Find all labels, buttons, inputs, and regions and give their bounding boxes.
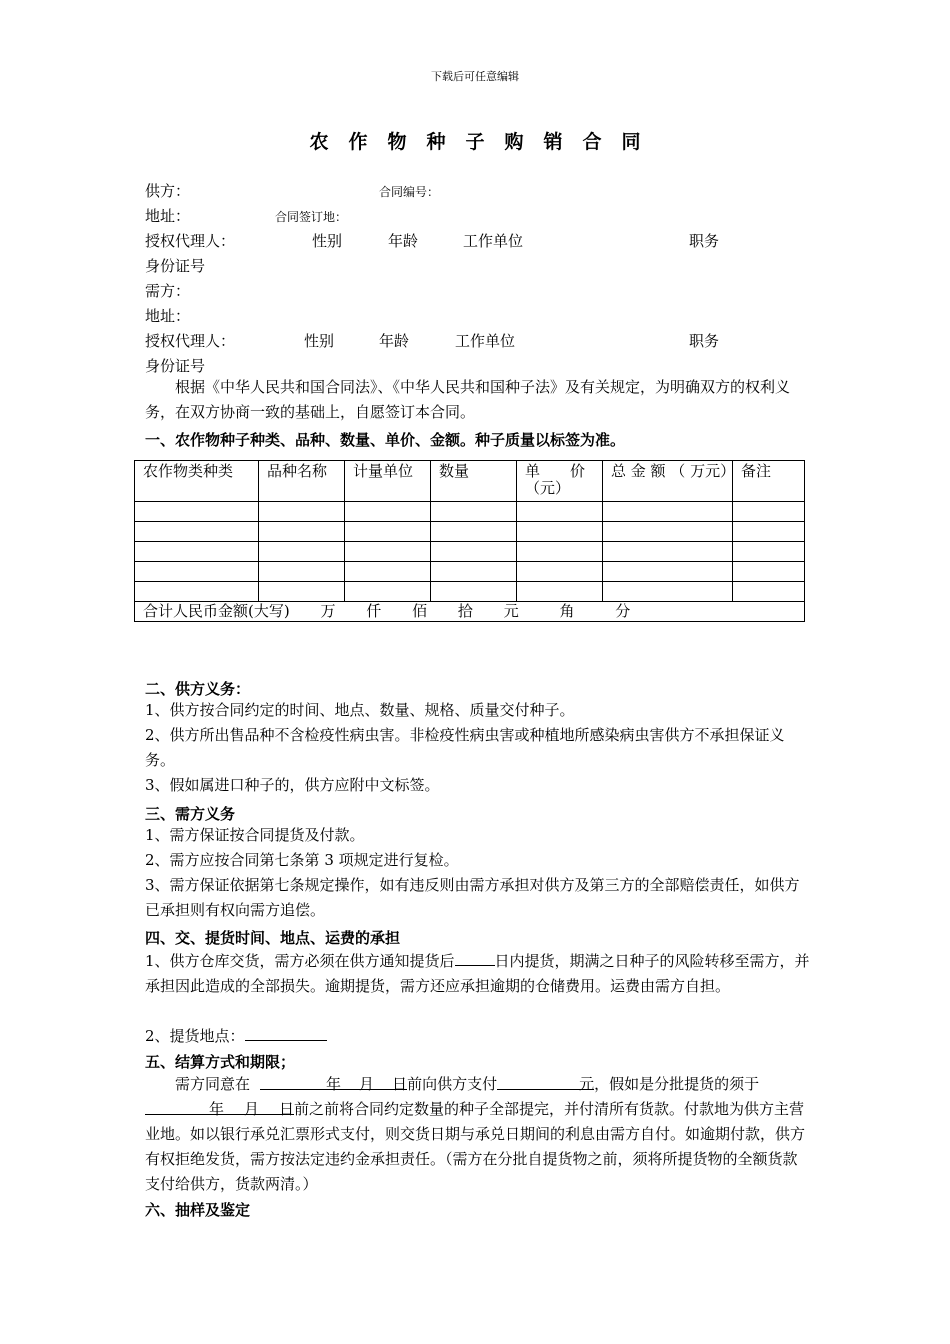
table-header-cell: 数量 [431,461,517,502]
table-cell[interactable] [431,582,517,602]
table-row [135,522,805,542]
section2-heading: 二、供方义务： [145,680,251,698]
section3-item-1: 1、需方保证按合同提货及付款。 [145,826,365,844]
table-cell[interactable] [603,502,733,522]
table-header-row [135,461,805,502]
payment-text-2: 前向供方支付 [407,1075,498,1093]
table-cell[interactable] [259,582,345,602]
table-cell[interactable] [259,542,345,562]
table-cell[interactable] [517,562,603,582]
table-cell[interactable] [733,522,805,542]
pickup-place-blank[interactable] [245,1023,327,1041]
section2-item-1: 1、供方按合同约定的时间、地点、数量、规格、质量交付种子。 [145,701,575,719]
total-unit: 分 [615,602,631,620]
buyer-agent-label: 授权代理人： [145,332,236,350]
buyer-position-label: 职务 [689,332,720,350]
month-label: 月 [244,1100,260,1118]
section5-paragraph [145,1072,811,1197]
section2-item-2: 2、供方所出售品种不含检疫性病虫害。非检疫性病虫害或种植地所感染病虫害供方不承担保证义务。 [145,726,785,769]
total-unit: 元 [503,602,519,620]
contract-number-label: 合同编号： [379,185,440,199]
table-cell[interactable] [259,562,345,582]
table-header-cell: 总 金 额 （ 万元） [603,461,733,502]
supplier-agent-label: 授权代理人： [145,232,236,250]
table-header-cell: 农作物类种类 [135,461,259,502]
total-unit: 佰 [412,602,428,620]
buyer-id-label: 身份证号 [145,357,206,375]
table-header-cell: 计量单位 [345,461,431,502]
table-cell[interactable] [345,502,431,522]
total-unit: 万 [320,602,336,620]
table-row [135,582,805,602]
section1-heading: 一、农作物种子种类、品种、数量、单价、金额。种子质量以标签为准。 [145,431,626,449]
table-cell[interactable] [603,522,733,542]
section3-item-3: 3、需方保证依据第七条规定操作，如有违反则由需方承担对供方及第三方的全部赔偿责任，如供方已承担则有权向需方追偿。 [145,876,800,919]
table-cell[interactable] [345,542,431,562]
table-cell[interactable] [517,582,603,602]
table-cell[interactable] [259,522,345,542]
table-cell[interactable] [517,542,603,562]
supplier-position-label: 职务 [689,232,720,250]
section4-item-1-start: 1、供方仓库交货，需方必须在供方通知提货后 [145,952,455,970]
payment-date-blank[interactable] [260,1072,408,1093]
table-row [135,562,805,582]
supplier-address-label: 地址： [145,207,191,225]
table-cell[interactable] [135,562,259,582]
total-unit: 角 [559,602,575,620]
supplier-id-label: 身份证号 [145,257,206,275]
table-cell[interactable] [431,502,517,522]
table-total-row [135,602,805,622]
section2-item-3: 3、假如属进口种子的，供方应附中文标签。 [145,776,440,794]
section6-heading: 六、抽样及鉴定 [145,1201,251,1219]
buyer-label: 需方： [145,282,191,300]
payment-text-1: 需方同意在 [175,1075,251,1093]
table-cell[interactable] [733,582,805,602]
section4-heading: 四、交、提货时间、地点、运费的承担 [145,929,401,947]
table-cell[interactable] [431,522,517,542]
yuan-label: 元 [579,1075,595,1093]
buyer-age-label: 年龄 [379,332,410,350]
buyer-address-label: 地址： [145,307,191,325]
table-cell[interactable] [135,582,259,602]
supplier-gender-label: 性别 [312,232,343,250]
intro-paragraph: 根据《中华人民共和国合同法》、《中华人民共和国种子法》及有关规定，为明确双方的权利义务，在双方协商一致的基础上，自愿签订本合同。 [145,378,791,421]
table-cell[interactable] [733,562,805,582]
section4-item-1 [145,948,811,999]
year-label: 年 [326,1075,342,1093]
supplier-work-unit-label: 工作单位 [463,232,524,250]
supplier-age-label: 年龄 [388,232,419,250]
sign-place-label: 合同签订地： [275,210,348,224]
year-label: 年 [209,1100,225,1118]
section3-heading: 三、需方义务 [145,805,236,823]
table-cell[interactable] [259,502,345,522]
table-header-cell: 单 价（元） [517,461,603,502]
total-amount-label: 合计人民币金额(大写) [143,602,290,620]
table-cell[interactable] [517,522,603,542]
payment-amount-blank[interactable] [497,1072,595,1093]
payment-text-3: ，假如是分批提货的须于 [594,1075,760,1093]
total-unit: 拾 [457,602,473,620]
total-amount-cell [135,602,805,622]
day-label: 日 [392,1075,408,1093]
payment-text-4: 前之前将合同约定数量的种子全部提完，并付清所有货款。付款地为供方主营业地。如以银行承兑汇票形式支付，则交货日期与承兑日期间的利息由需方自付。如逾期付款，供方有权拒绝发货，需方按法定违约金承担责任。（需方在分批自提货物之前，须将所提货物的全额货款支付给供方，货款两清。） [145,1100,806,1193]
table-row [135,542,805,562]
month-label: 月 [359,1075,375,1093]
table-cell[interactable] [431,562,517,582]
pickup-place-label: 2、提货地点： [145,1027,245,1045]
table-cell[interactable] [135,502,259,522]
section4-item-2 [145,1023,811,1049]
supplier-label: 供方： [145,182,191,200]
section3-item-2: 2、需方应按合同第七条第 3 项规定进行复检。 [145,851,459,869]
table-cell[interactable] [135,522,259,542]
total-unit: 仟 [366,602,382,620]
table-row [135,502,805,522]
buyer-gender-label: 性别 [304,332,335,350]
table-cell[interactable] [345,582,431,602]
buyer-work-unit-label: 工作单位 [455,332,516,350]
section4-item-1-rest: 日内提货，期满之日种子的风险转移至需方，并承担因此造成的全部损失。逾期提货，需方还应承担逾期的仓储费用。运费由需方自担。 [145,952,810,995]
table-cell[interactable] [517,502,603,522]
crop-table [134,460,805,622]
batch-date-blank[interactable] [145,1097,295,1118]
contract-title: 农作物种子购销合同 [309,131,661,153]
pickup-days-blank[interactable] [455,948,495,966]
table-header-cell: 备注 [733,461,805,502]
table-cell[interactable] [603,562,733,582]
table-cell[interactable] [345,562,431,582]
section5-heading: 五、结算方式和期限； [145,1053,296,1071]
table-cell[interactable] [135,542,259,562]
table-cell[interactable] [733,502,805,522]
table-header-cell: 品种名称 [259,461,345,502]
table-cell[interactable] [345,522,431,542]
table-cell[interactable] [603,542,733,562]
table-cell[interactable] [431,542,517,562]
table-cell[interactable] [733,542,805,562]
table-cell[interactable] [603,582,733,602]
day-label: 日 [279,1100,295,1118]
header-note: 下载后可任意编辑 [431,70,519,83]
